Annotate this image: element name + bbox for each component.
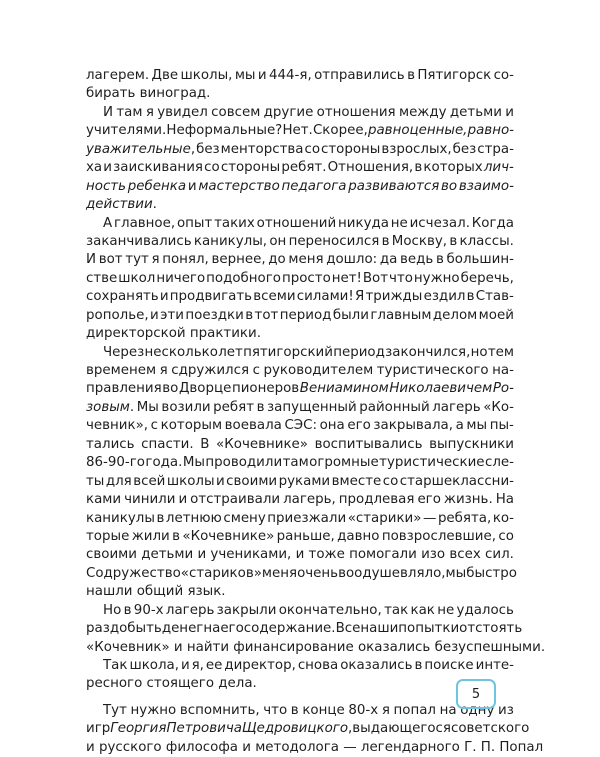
text-line: правления во Дворце пионеров Вениамином Николаевичем Ро-	[86, 381, 514, 397]
text-line: стве школ ничего подобного просто нет! Вот что нужно беречь,	[86, 270, 514, 286]
text-line: бирать виноград.	[86, 86, 211, 102]
page-number: 5	[471, 686, 481, 702]
text-line: ха и заискивания со стороны ребят. Отношения, в которых лич-	[86, 160, 514, 176]
text-line: ками чинили и отстраивали лагерь, продлевая его жизнь. На	[86, 492, 514, 508]
text-line: уважительные, без менторства со стороны взрослых, без стра-	[86, 141, 514, 157]
text-line: нашли общий язык.	[86, 584, 226, 600]
text-line: заканчивались каникулы, он переносился в Москву, в классы.	[86, 233, 514, 249]
text-line: раздобыть денег на его содержание. Все наши попытки отстоять	[86, 621, 523, 637]
text-line: И там я увидел совсем другие отношения между детьми и	[103, 104, 514, 120]
text-line: ность ребенка и мастерство педагога развиваются во взаимо-	[86, 178, 514, 194]
text-line: зовым. Мы возили ребят в запущенный районный лагерь «Ко-	[86, 399, 514, 415]
text-line: действии.	[86, 197, 157, 213]
text-line: Содружество «стариков» меня очень воодушевляло, мы быстро	[86, 565, 517, 581]
text-line: Так школа, и я, ее директор, снова оказались в поиске инте-	[103, 658, 514, 673]
text-line: игр Георгия Петровича Щедровицкого, выдающегося советского	[86, 721, 530, 737]
text-line: А главное, опыт таких отношений никуда не исчезал. Когда	[103, 215, 514, 231]
text-line: временем я сдружился с руководителем туристического на-	[86, 363, 514, 378]
text-line: «Кочевник» и найти финансирование оказались безуспешными.	[86, 639, 546, 655]
text-line: и русского философа и методолога — легендарного Г. П. Попал	[86, 739, 544, 755]
text-line: учителями. Неформальные? Нет. Скорее, равноценные, равно-	[86, 123, 514, 139]
text-line: ты для всей школы и своими руками вместе со старшеклассни-	[86, 473, 514, 489]
text-line: И вот тут я понял, вернее, до меня дошло: да ведь в большин-	[86, 252, 514, 268]
text-line: директорской практики.	[86, 326, 261, 342]
body-text	[86, 67, 546, 757]
text-line: сохранять и продвигать всеми силами! Я трижды ездил в Став-	[86, 289, 514, 305]
text-line: своими детьми и учениками, и тоже помогали изо всех сил.	[86, 547, 514, 563]
text-line: лагерем. Две школы, мы и 444-я, отправились в Пятигорск со-	[86, 68, 514, 83]
text-line: каникулы в летнюю смену приезжали «старики» — ребята, ко-	[86, 510, 514, 526]
text-line: Тут нужно вспомнить, что в конце 80-х я попал на одну из	[103, 702, 514, 718]
text-line: рополье, и эти поездки в тот период были главным делом моей	[86, 307, 514, 323]
text-line: 86-90-го года. Мы проводили там огромные туристические сле-	[86, 455, 514, 471]
text-line: Через несколько лет пятигорский период закончился, но тем	[103, 344, 514, 360]
text-line: ресного стоящего дела.	[86, 676, 257, 692]
text-line: чевник», с которым воевала СЭС: она его закрывала, а мы пы-	[86, 418, 514, 434]
text-line: Но в 90-х лагерь закрыли окончательно, так как не удалось	[103, 602, 514, 618]
page-number-box	[456, 679, 496, 709]
text-line: тались спасти. В «Кочевнике» воспитывались выпускники	[86, 436, 514, 452]
text-line: торые жили в «Кочевнике» раньше, давно повзрослевшие, со	[86, 528, 514, 544]
